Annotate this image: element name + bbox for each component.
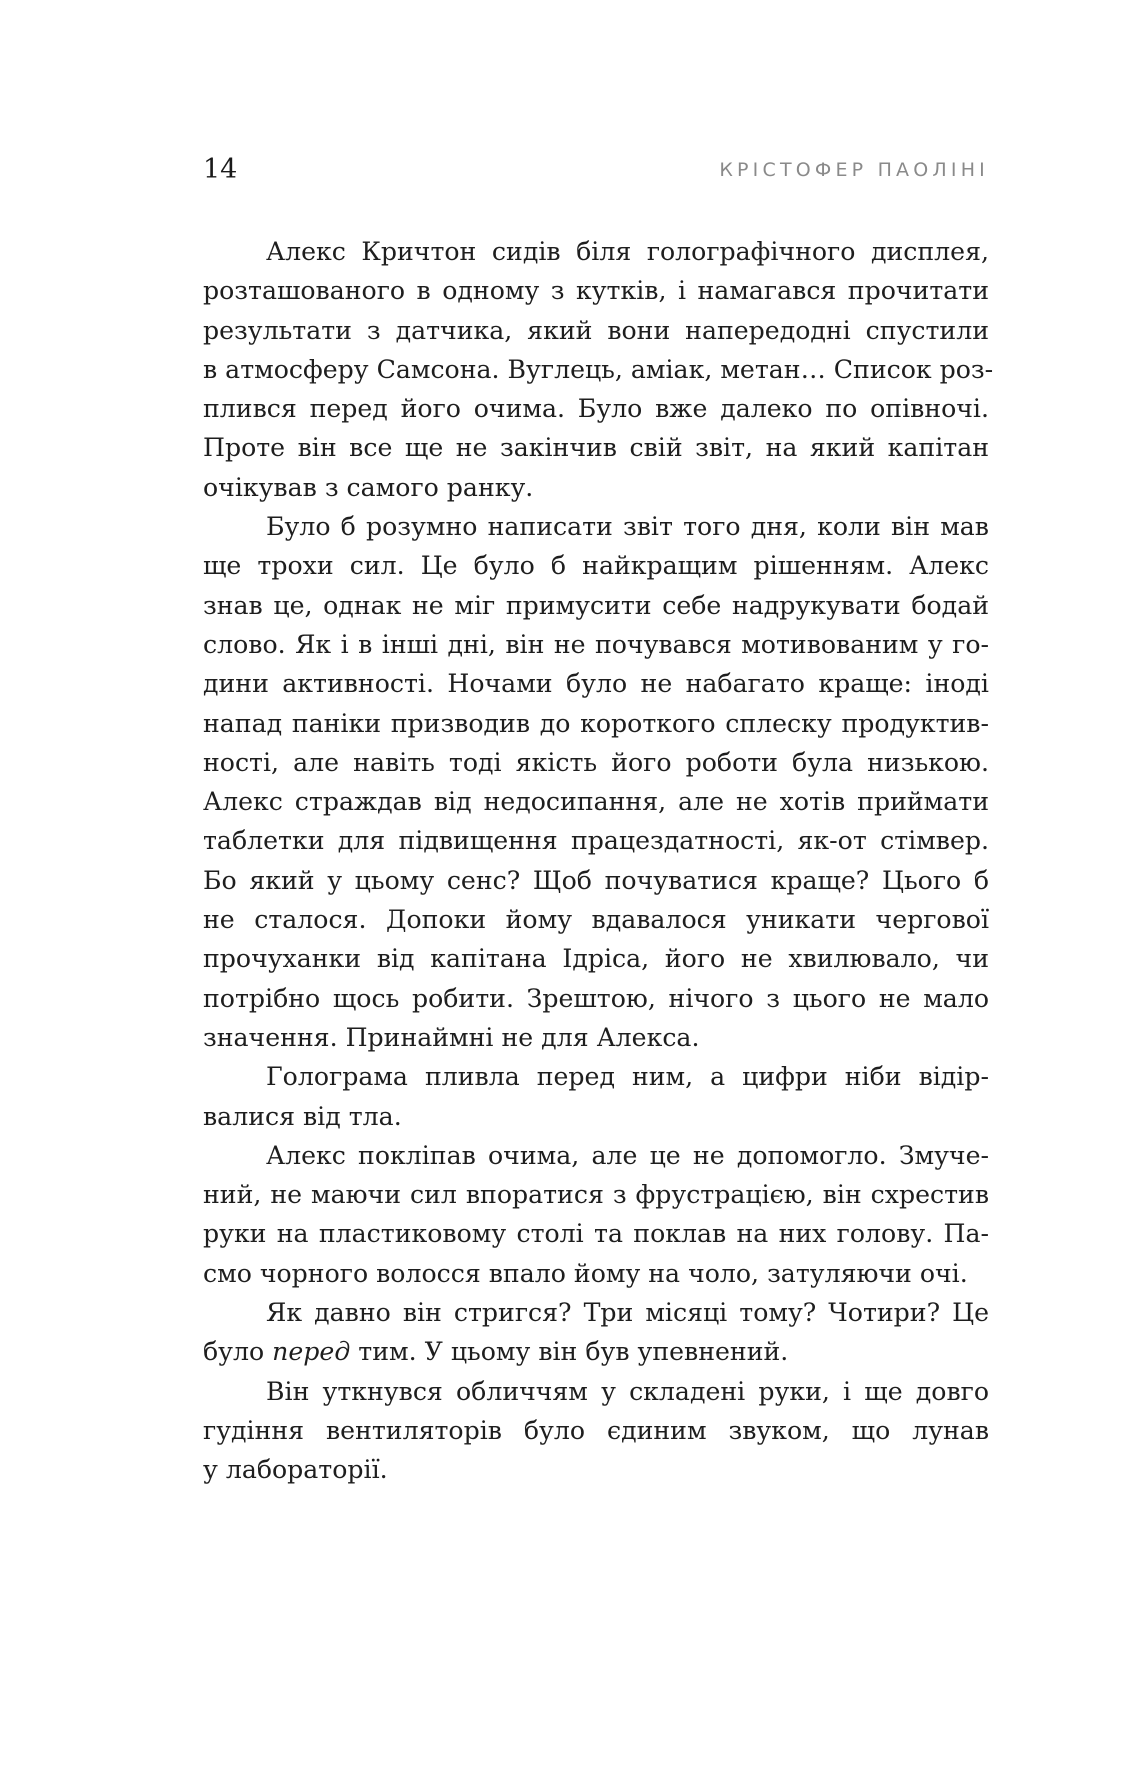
text-line: таблетки для підвищення працездатності, як-от стімвер. xyxy=(203,826,989,856)
text-line: потрібно щось робити. Зрештою, нічого з цього не мало xyxy=(203,983,989,1013)
text-line xyxy=(203,1332,989,1371)
text-line: не сталося. Допоки йому вдавалося уникати чергової xyxy=(203,905,989,935)
text-line: знав це, однак не міг примусити себе надрукувати бодай xyxy=(203,590,989,620)
text-line: ще трохи сил. Це було б найкращим рішенням. Алекс xyxy=(203,551,989,581)
emphasized-word: перед xyxy=(272,1337,351,1367)
text-line: Бо який у цьому сенс? Щоб почуватися краще? Цього б xyxy=(203,865,989,895)
text-line: значення. Принаймні не для Алекса. xyxy=(203,1022,700,1052)
text-line: плився перед його очима. Було вже далеко по опівночі. xyxy=(203,394,989,424)
paragraph xyxy=(203,507,989,1057)
text-line: руки на пластиковому столі та поклав на них голову. Па- xyxy=(203,1219,989,1249)
text-line: напад паніки призводив до короткого сплеску продуктив- xyxy=(203,708,989,738)
text-line: Алекс покліпав очима, але це не допомогло. Змуче- xyxy=(266,1140,989,1170)
text-line: Проте він все ще не закінчив свій звіт, на який капітан xyxy=(203,433,989,463)
text-line: гудіння вентиляторів було єдиним звуком, що лунав xyxy=(203,1415,989,1445)
text-line: у лабораторії. xyxy=(203,1455,388,1485)
paragraph xyxy=(203,1372,989,1490)
paragraph xyxy=(203,1136,989,1293)
text-line: очікував з самого ранку. xyxy=(203,472,534,502)
paragraph xyxy=(203,1057,989,1136)
paragraph xyxy=(203,232,994,507)
text-fragment: було xyxy=(203,1337,273,1367)
author-name: КРІСТОФЕР ПАОЛІНІ xyxy=(719,159,989,181)
text-line: смо чорного волосся впало йому на чоло, затуляючи очі. xyxy=(203,1258,968,1288)
text-fragment: тим. У цьому він був упевнений. xyxy=(350,1337,789,1367)
text-line: прочуханки від капітана Ідріса, його не хвилювало, чи xyxy=(203,944,989,974)
running-head xyxy=(203,150,989,190)
text-line: розташованого в одному з кутків, і намагався прочитати xyxy=(203,276,989,306)
text-line: валися від тла. xyxy=(203,1101,402,1131)
text-line: Як давно він стригся? Три місяці тому? Чотири? Це xyxy=(266,1298,989,1328)
text-line: слово. Як і в інші дні, він не почувався мотивованим у го- xyxy=(203,629,989,659)
body-text xyxy=(203,232,994,1490)
text-line: Алекс Кричтон сидів біля голографічного дисплея, xyxy=(266,237,989,266)
text-line: дини активності. Ночами було не набагато краще: іноді xyxy=(203,669,989,699)
text-line: Він уткнувся обличчям у складені руки, і ще довго xyxy=(266,1376,989,1406)
text-line: в атмосферу Самсона. Вуглець, аміак, метан… Список роз- xyxy=(203,354,994,384)
text-line: ності, але навіть тоді якість його роботи була низькою. xyxy=(203,747,989,777)
page-number: 14 xyxy=(203,154,238,185)
text-line: Було б розумно написати звіт того дня, коли він мав xyxy=(266,512,989,542)
text-line: Голограма пливла перед ним, а цифри ніби відір- xyxy=(266,1062,989,1092)
paragraph xyxy=(203,1293,989,1372)
text-line: ний, не маючи сил впоратися з фрустрацією, він схрестив xyxy=(203,1180,989,1210)
text-line: Алекс страждав від недосипання, але не хотів приймати xyxy=(203,787,989,817)
text-line: результати з датчика, який вони напередодні спустили xyxy=(203,315,989,345)
